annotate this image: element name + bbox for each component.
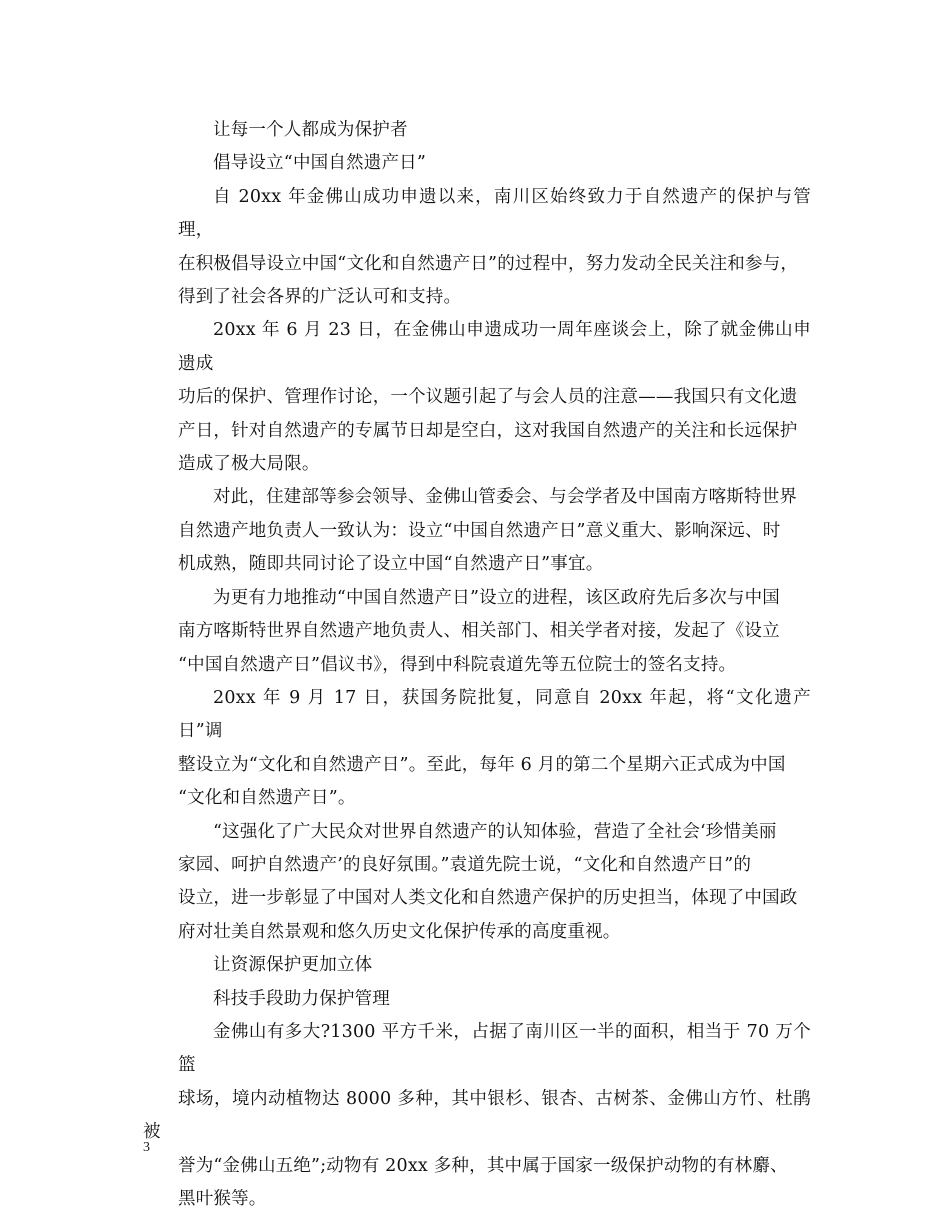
body-paragraph <box>143 481 811 581</box>
text-line: 家园、呵护自然遗产’的良好氛围。”袁道先院士说，“文化和自然遗产日”的 <box>178 854 752 875</box>
text-line: 设立，进一步彰显了中国对人类文化和自然遗产保护的历史担当，体现了中国政 <box>178 888 798 909</box>
text-line: 誉为“金佛山五绝”;动物有 20xx 多种，其中属于国家一级保护动物的有林麝、 <box>178 1155 788 1176</box>
text-line: 功后的保护、管理作讨论，一个议题引起了与会人员的注意——我国只有文化遗 <box>178 387 798 408</box>
body-paragraph <box>143 314 811 481</box>
text-line: 自 20xx 年金佛山成功申遗以来，南川区始终致力于自然遗产的保护与管理， <box>178 186 811 241</box>
body-paragraph <box>143 682 811 816</box>
text-line: 产日，针对自然遗产的专属节日却是空白，这对我国自然遗产的关注和长远保护 <box>178 420 798 441</box>
section-heading <box>143 949 811 982</box>
text-line: 自然遗产地负责人一致认为：设立“中国自然遗产日”意义重大、影响深远、时 <box>178 520 781 541</box>
section-subheading <box>143 147 811 180</box>
text-line: 20xx 年 9 月 17 日，获国务院批复，同意自 20xx 年起，将“文化遗产日”调 <box>178 687 811 742</box>
text-line: 为更有力地推动“中国自然遗产日”设立的进程，该区政府先后多次与中国 <box>213 587 780 608</box>
text-line: 在积极倡导设立中国“文化和自然遗产日”的过程中，努力发动全民关注和参与， <box>178 253 799 274</box>
text-line: “这强化了广大民众对世界自然遗产的认知体验，营造了全社会‘珍惜美丽 <box>213 821 777 842</box>
text-line: 球场，境内动植物达 8000 多种，其中银杉、银杏、古树茶、金佛山方竹、杜鹃被 <box>143 1088 811 1143</box>
text-line: 黑叶猴等。 <box>178 1189 267 1209</box>
text-line: 造成了极大局限。 <box>178 454 320 475</box>
body-paragraph <box>143 181 811 315</box>
text-line: 科技手段助力保护管理 <box>213 988 390 1009</box>
text-line: 让每一个人都成为保护者 <box>213 120 408 140</box>
text-line: 倡导设立“中国自然遗产日” <box>213 153 426 174</box>
body-paragraph <box>143 582 811 682</box>
text-line: 整设立为“文化和自然遗产日”。至此，每年 6 月的第二个星期六正式成为中国 <box>178 754 786 775</box>
section-heading <box>143 114 811 147</box>
section-subheading <box>143 983 811 1016</box>
text-line: 对此，住建部等参会领导、金佛山管委会、与会学者及中国南方喀斯特世界 <box>213 487 798 508</box>
body-paragraph <box>143 1016 811 1216</box>
text-line: 金佛山有多大?1300 平方千米，占据了南川区一半的面积，相当于 70 万个篮 <box>178 1021 811 1076</box>
page-number: 3 <box>143 1140 150 1155</box>
document-body <box>143 114 811 1216</box>
text-line: 让资源保护更加立体 <box>213 955 373 976</box>
text-line: “文化和自然遗产日”。 <box>178 788 356 809</box>
text-line: 机成熟，随即共同讨论了设立中国“自然遗产日”事宜。 <box>178 554 604 575</box>
text-line: 南方喀斯特世界自然遗产地负责人、相关部门、相关学者对接，发起了《设立 <box>178 621 780 642</box>
body-paragraph <box>143 816 811 950</box>
text-line: 得到了社会各界的广泛认可和支持。 <box>178 287 462 308</box>
text-line: 20xx 年 6 月 23 日，在金佛山申遗成功一周年座谈会上，除了就金佛山申遗成 <box>178 320 811 374</box>
text-line: “中国自然遗产日”倡议书》，得到中科院袁道先等五位院士的签名支持。 <box>178 654 737 675</box>
text-line: 府对壮美自然景观和悠久历史文化保护传承的高度重视。 <box>178 921 621 942</box>
